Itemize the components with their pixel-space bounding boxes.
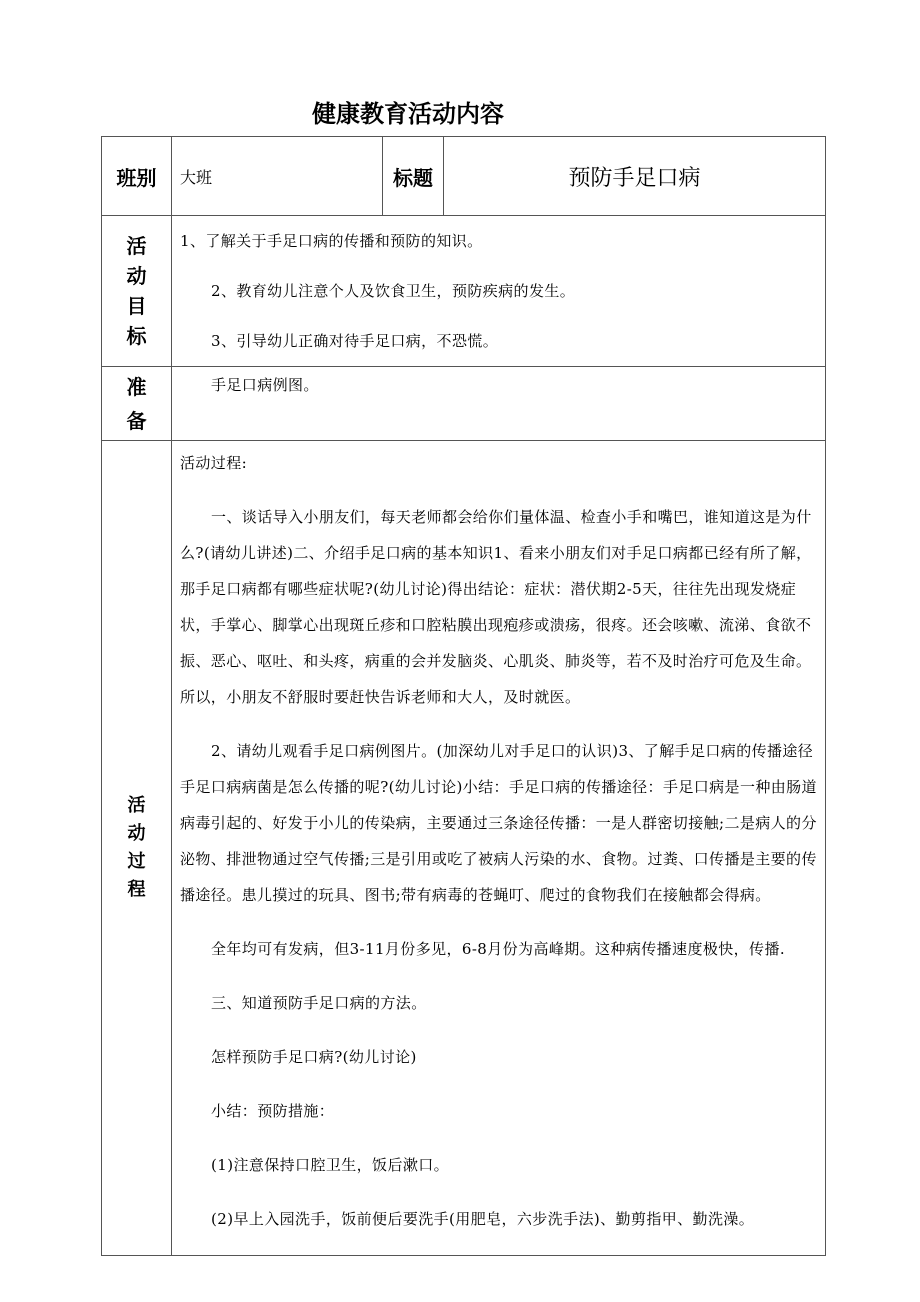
process-paragraph: 活动过程:	[180, 454, 248, 472]
process-paragraph: 全年均可有发病，但3-11月份多见，6-8月份为高峰期。这种病传播速度极快，传播.	[211, 940, 786, 958]
process-paragraph: 一、谈话导入小朋友们，每天老师都会给你们量体温、检查小手和嘴巴，谁知道这是为什么?(请幼儿讲述)二、介绍手足口病的基本知识1、看来小朋友们对手足口病都已经有所了解，那手足口病都有哪些症状呢?(幼儿讨论)得出结论：症状：潜伏期2-5天，往往先出现发烧症状，手掌心、脚掌心出现斑丘疹和口腔粘膜出现疱疹或溃疡，很疼。还会咳嗽、流涕、食欲不振、恶心、呕吐、和头疼，病重的会并发脑炎、心肌炎、肺炎等，若不及时治疗可危及生命。所以，小朋友不舒服时要赶快告诉老师和大人，及时就医。	[180, 508, 812, 706]
goals-label-char: 目	[126, 294, 147, 318]
topic-value: 预防手足口病	[444, 137, 826, 216]
process-paragraph: (1)注意保持口腔卫生，饭后漱口。	[211, 1156, 450, 1174]
prep-content: 手足口病例图。	[172, 367, 826, 441]
process-paragraph: 三、知道预防手足口病的方法。	[211, 994, 427, 1012]
goals-content	[172, 216, 826, 367]
goals-label	[102, 216, 172, 367]
prep-label-char: 备	[126, 408, 147, 433]
goals-label-char: 动	[126, 264, 147, 288]
goal-item: 2、教育幼儿注意个人及饮食卫生，预防疾病的发生。	[211, 282, 576, 300]
process-label-char: 活	[127, 795, 146, 816]
goals-label-char: 标	[126, 324, 147, 348]
class-value: 大班	[172, 137, 383, 216]
class-label: 班别	[102, 137, 172, 216]
prep-label-char: 准	[126, 374, 147, 399]
header-row	[102, 137, 826, 216]
topic-label: 标题	[383, 137, 444, 216]
page-title: 健康教育活动内容	[312, 100, 504, 128]
process-content	[172, 441, 826, 1256]
process-paragraph: 2、请幼儿观看手足口病例图片。(加深幼儿对手足口的认识)3、了解手足口病的传播途径手足口病病菌是怎么传播的呢?(幼儿讨论)小结：手足口病的传播途径：手足口病是一种由肠道病毒引起的、好发于小儿的传染病，主要通过三条途径传播：一是人群密切接触;二是病人的分泌物、排泄物通过空气传播;三是引用或吃了被病人污染的水、食物。过粪、口传播是主要的传播途径。患儿摸过的玩具、图书;带有病毒的苍蝇叮、爬过的食物我们在接触都会得病。	[180, 742, 817, 904]
process-label-char: 过	[127, 851, 146, 872]
process-paragraph: (2)早上入园洗手，饭前便后要洗手(用肥皂，六步洗手法)、勤剪指甲、勤洗澡。	[211, 1210, 755, 1228]
goal-item: 1、了解关于手足口病的传播和预防的知识。	[180, 232, 483, 250]
process-paragraph: 小结：预防措施：	[211, 1102, 335, 1120]
process-row	[102, 441, 826, 1256]
prep-label	[102, 367, 172, 441]
process-paragraph: 怎样预防手足口病?(幼儿讨论)	[211, 1048, 417, 1066]
goals-row	[102, 216, 826, 367]
activity-table	[101, 136, 826, 1256]
goal-item: 3、引导幼儿正确对待手足口病，不恐慌。	[211, 332, 499, 350]
prep-row	[102, 367, 826, 441]
process-label	[102, 441, 172, 1256]
process-label-char: 程	[127, 879, 146, 900]
goals-label-char: 活	[126, 234, 147, 258]
process-label-char: 动	[127, 823, 146, 844]
